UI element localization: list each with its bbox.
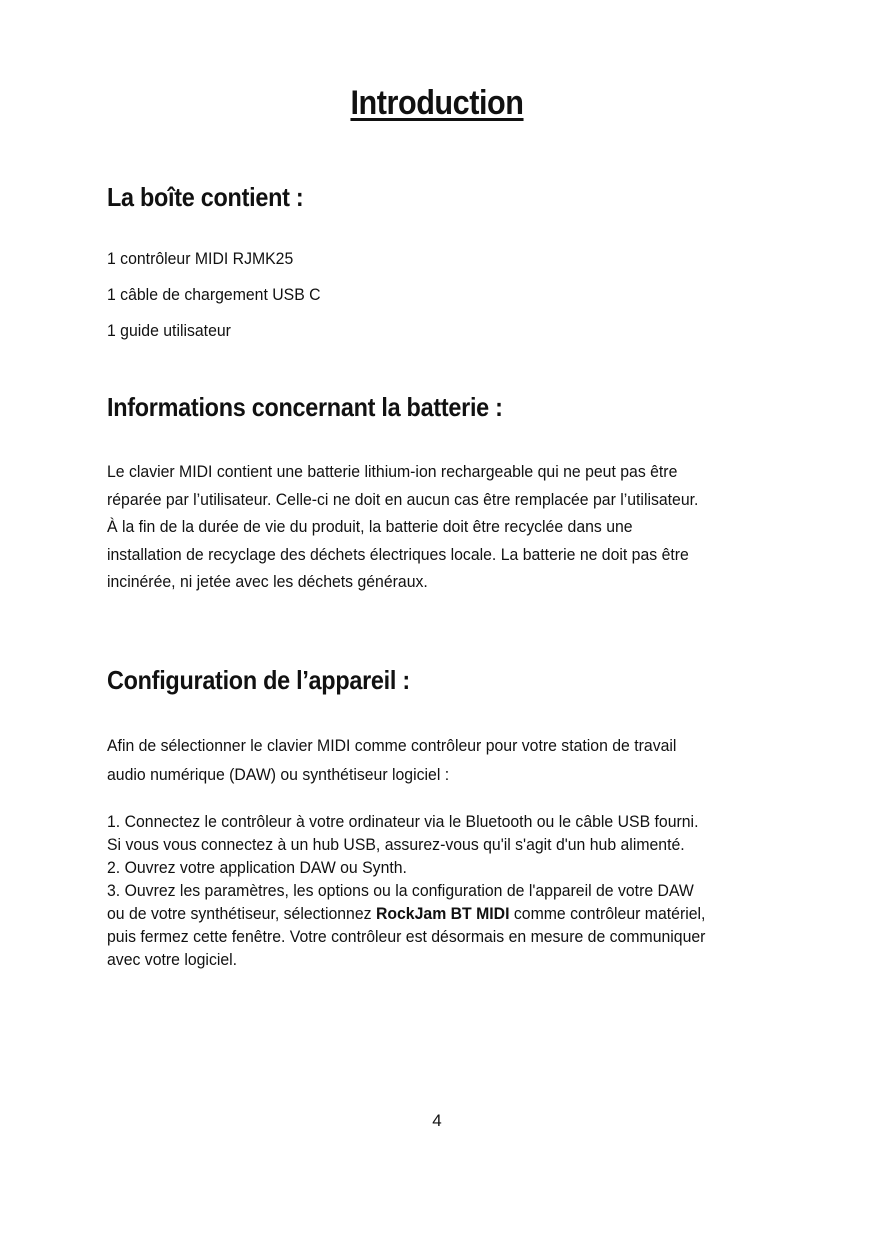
config-step-line: 2. Ouvrez votre application DAW ou Synth. [107,858,407,877]
config-intro-line: audio numérique (DAW) ou synthétiseur logiciel : [107,765,450,784]
config-intro-line: Afin de sélectionner le clavier MIDI comme contrôleur pour votre station de travail [107,736,677,755]
page-title: Introduction [350,84,524,122]
battery-line: incinérée, ni jetée avec les déchets généraux. [107,572,428,591]
battery-line: réparée par l’utilisateur. Celle-ci ne doit en aucun cas être remplacée par l’utilisateur. [107,489,699,509]
config-step-line [107,902,758,925]
battery-heading: Informations concernant la batterie : [107,392,503,422]
config-step-line: avec votre logiciel. [107,950,238,969]
config-step-text: ou de votre synthétiseur, sélectionnez [107,904,376,923]
box-contents-heading: La boîte contient : [107,182,304,212]
box-item: 1 contrôleur MIDI RJMK25 [107,249,294,268]
battery-line: installation de recyclage des déchets électriques locale. La batterie ne doit pas être [107,544,689,564]
config-step-line: puis fermez cette fenêtre. Votre contrôleur est désormais en mesure de communiquer [107,927,706,946]
battery-paragraph [107,458,758,596]
config-step-text: comme contrôleur matériel, [509,904,706,923]
configuration-steps [107,810,758,971]
configuration-intro [107,731,758,789]
box-item: 1 guide utilisateur [107,321,231,340]
box-item: 1 câble de chargement USB C [107,285,321,304]
battery-line: À la fin de la durée de vie du produit, la batterie doit être recyclée dans une [107,517,633,536]
device-name: RockJam BT MIDI [375,904,510,923]
configuration-heading: Configuration de l’appareil : [107,665,410,695]
page-number: 4 [432,1111,442,1130]
config-step-line: 1. Connectez le contrôleur à votre ordinateur via le Bluetooth ou le câble USB fourni. [107,812,699,831]
config-step-line: 3. Ouvrez les paramètres, les options ou la configuration de l'appareil de votre DAW [107,881,694,900]
config-step-line: Si vous vous connectez à un hub USB, assurez-vous qu'il s'agit d'un hub alimenté. [107,835,685,854]
battery-line: Le clavier MIDI contient une batterie lithium-ion rechargeable qui ne peut pas être [107,462,678,481]
